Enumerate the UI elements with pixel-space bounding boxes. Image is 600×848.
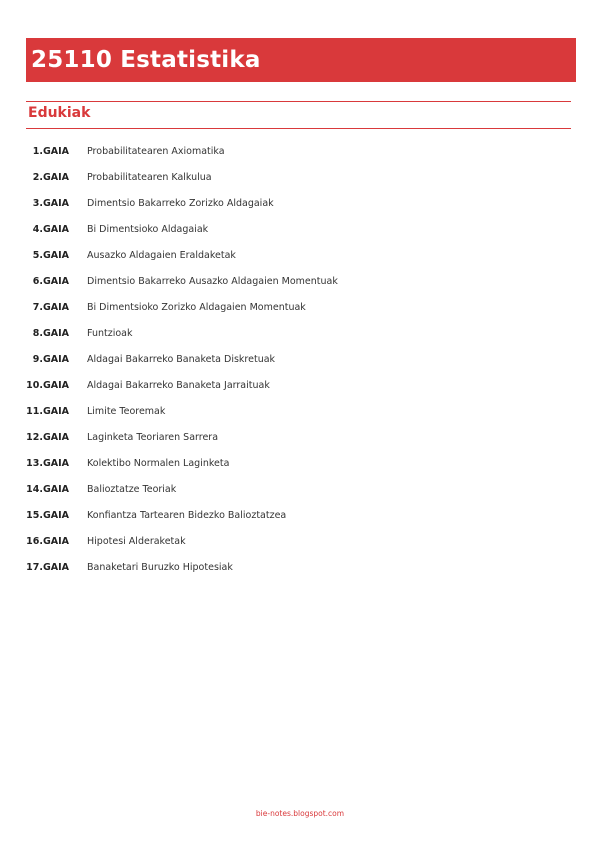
toc-label: Hipotesi Alderaketak xyxy=(87,535,186,547)
toc-label: Dimentsio Bakarreko Ausazko Aldagaien Momentuak xyxy=(87,275,338,287)
toc-item-1[interactable] xyxy=(0,138,600,164)
toc-label: Bi Dimentsioko Zorizko Aldagaien Momentuak xyxy=(87,301,306,313)
toc-label: Aldagai Bakarreko Banaketa Jarraituak xyxy=(87,379,270,391)
toc-label: Kolektibo Normalen Laginketa xyxy=(87,457,230,469)
toc-number: 16.GAIA xyxy=(26,535,69,547)
toc-number: 6.GAIA xyxy=(32,275,69,287)
toc-item-3[interactable] xyxy=(0,190,600,216)
toc-number: 4.GAIA xyxy=(32,223,69,235)
toc-item-9[interactable] xyxy=(0,346,600,372)
toc-number: 10.GAIA xyxy=(26,379,69,391)
toc-item-5[interactable] xyxy=(0,242,600,268)
toc-item-14[interactable] xyxy=(0,476,600,502)
toc-number: 2.GAIA xyxy=(32,171,69,183)
toc-item-4[interactable] xyxy=(0,216,600,242)
toc-label: Aldagai Bakarreko Banaketa Diskretuak xyxy=(87,353,276,365)
toc-label: Limite Teoremak xyxy=(87,405,166,417)
table-of-contents xyxy=(0,138,600,580)
toc-item-8[interactable] xyxy=(0,320,600,346)
toc-label: Ausazko Aldagaien Eraldaketak xyxy=(87,249,236,261)
toc-item-7[interactable] xyxy=(0,294,600,320)
toc-number: 3.GAIA xyxy=(32,197,69,209)
toc-number: 13.GAIA xyxy=(26,457,69,469)
title-banner xyxy=(26,38,576,82)
toc-label: Dimentsio Bakarreko Zorizko Aldagaiak xyxy=(87,197,274,209)
toc-item-10[interactable] xyxy=(0,372,600,398)
toc-number: 7.GAIA xyxy=(32,301,69,313)
toc-item-12[interactable] xyxy=(0,424,600,450)
toc-number: 17.GAIA xyxy=(26,561,69,573)
toc-item-2[interactable] xyxy=(0,164,600,190)
section-divider-top xyxy=(26,101,571,102)
toc-label: Laginketa Teoriaren Sarrera xyxy=(87,431,219,443)
toc-label: Konfiantza Tartearen Bidezko Balioztatzea xyxy=(87,509,287,521)
toc-number: 12.GAIA xyxy=(26,431,69,443)
toc-item-11[interactable] xyxy=(0,398,600,424)
toc-item-15[interactable] xyxy=(0,502,600,528)
toc-number: 11.GAIA xyxy=(26,405,69,417)
footer-link[interactable]: bie-notes.blogspot.com xyxy=(255,809,345,818)
toc-label: Funtzioak xyxy=(87,327,133,339)
toc-label: Probabilitatearen Axiomatika xyxy=(87,145,225,157)
toc-item-13[interactable] xyxy=(0,450,600,476)
document-title: 25110 Estatistika xyxy=(31,47,261,73)
toc-label: Probabilitatearen Kalkulua xyxy=(87,171,212,183)
toc-number: 15.GAIA xyxy=(26,509,69,521)
toc-item-17[interactable] xyxy=(0,554,600,580)
toc-number: 9.GAIA xyxy=(32,353,69,365)
toc-number: 1.GAIA xyxy=(32,145,69,157)
toc-label: Banaketari Buruzko Hipotesiak xyxy=(87,561,233,573)
toc-number: 8.GAIA xyxy=(32,327,69,339)
toc-number: 5.GAIA xyxy=(32,249,69,261)
toc-number: 14.GAIA xyxy=(26,483,69,495)
section-title: Edukiak xyxy=(28,105,91,121)
section-divider-bottom xyxy=(26,128,571,129)
toc-item-16[interactable] xyxy=(0,528,600,554)
toc-label: Balioztatze Teoriak xyxy=(87,483,177,495)
toc-label: Bi Dimentsioko Aldagaiak xyxy=(87,223,209,235)
toc-item-6[interactable] xyxy=(0,268,600,294)
